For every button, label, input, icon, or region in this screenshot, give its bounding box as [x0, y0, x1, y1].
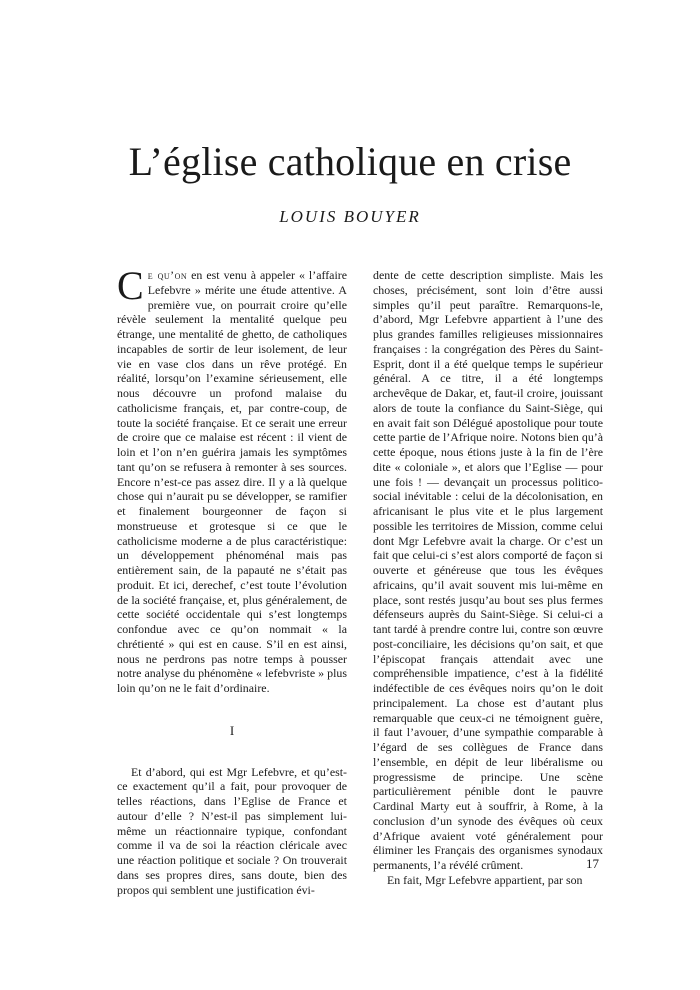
opening-paragraph-text: en est venu à appeler « l’affaire Lefebvre » mérite une étude attentive. A première vue, on pourrait croire qu’elle révèle seulement la mentalité quelque peu étrange, une mentalité de ghetto, de catholiques incapables de sortir de leur isolement, de leur vie en vase clos dans un rêve protégé. En réalité, lorsqu’on l’examine sérieusement, elle nous découvre un profond malaise du catholicisme français, et, par contre-coup, de toute la société française. Et ce serait une erreur de croire que ce malaise est récent : il vient de loin et l’on n’en guérira jamais les symptômes tant qu’on se refusera à remonter à ses sources. Encore n’est-ce pas assez dire. Il y a là quelque chose qui n’aurait pu se développer, se ramifier et finalement bourgeonner de façon si monstrueuse et grotesque si ce que le catholicisme moderne a de plus caractéristique: un développement phénoménal mais pas entièrement sain, de la papauté ne s’était pas produit. Et ici, derechef, c’est toute l’évolution de la société française, et, plus généralement, de cette société occidentale qui s’est longtemps confondue avec ce qu’on nommait « la chrétienté » qui est en cause. S’il en est ainsi, nous ne perdrons pas notre temps à pousser notre analyse du phénomène « lefebvriste » plus loin qu’on ne le fait d’ordinaire. — [117, 268, 347, 695]
opening-paragraph — [117, 263, 347, 696]
right-column — [373, 268, 603, 888]
section-paragraph: Et d’abord, qui est Mgr Lefebvre, et qu’est-ce exactement qu’il a fait, pour provoquer de telles réactions, dans l’Eglise de France et autour d’elle ? N’est-il pas simplement lui-même un réactionnaire typique, confondant comme il va de soi la réaction cléricale avec une réaction politique et sociale ? On trouverait dans ses propres dires, sans doute, bien des propos qui semblent une justification évi- — [117, 764, 347, 897]
article-title: L’église catholique en crise — [128, 139, 572, 184]
drop-cap: C — [117, 263, 144, 308]
lead-small-caps: e qu’on — [147, 268, 188, 282]
author-byline: LOUIS BOUYER — [279, 207, 421, 226]
next-paragraph: En fait, Mgr Lefebvre appartient, par son — [387, 872, 583, 887]
section-number: I — [229, 722, 235, 738]
continued-paragraph: dente de cette description simpliste. Mais les choses, précisément, sont loin d’être aussi simples qu’il peut paraître. Remarquons-le, d’abord, Mgr Lefebvre appartient à l’une des plus grandes familles religieuses missionnaires françaises : la congrégation des Pères du Saint-Esprit, dont il a été quelque temps le supérieur général. A ce titre, il a été longtemps archevêque de Dakar, et, faut-il croire, jouissant alors de toute la confiance du Saint-Siège, qui en avait fait son Délégué apostolique pour toute cette partie de l’Afrique noire. Notons bien qu’à cette époque, nous étions juste à la fin de l’ère dite « coloniale », et alors que l’Eglise — pour une fois ! — devançait un processus politico-social inévitable : celui de la décolonisation, en africanisant le plus vite et le plus largement possible les territoires de Mission, comme celui dont Mgr Lefebvre avait la charge. Or c’est un fait que celui-ci s’est alors comporté de façon si ouverte et généreuse que tous les évêques africains, qu’il avait souvent mis lui-même en place, sont restés jusqu’au bout ses plus fermes défenseurs auprès du Saint-Siège. Si celui-ci a tant tardé à prendre contre lui, contre son œuvre post-conciliaire, les décisions qu’on sait, et que l’épiscopat français attendait avec une compréhensible impatience, c’est à la fidélité indéfectible de ces évêques noirs qu’on le doit principalement. La chose est d’autant plus remarquable que ceux-ci ne témoignent guère, il faut l’avouer, d’une sympathie comparable à l’égard de ses collègues de France dans l’ensemble, en dépit de leur libéralisme ou progressisme de principe. Une scène particulièrement pénible dont le pauvre Cardinal Marty eut à souffrir, à Rome, à la conclusion d’un synode des évêques où ceux d’Afrique avaient voté généralement pour éliminer les Français des organismes synodaux permanents, l’a révélé crûment. — [373, 268, 603, 872]
left-column — [117, 263, 347, 897]
page-number: 17 — [586, 856, 599, 871]
